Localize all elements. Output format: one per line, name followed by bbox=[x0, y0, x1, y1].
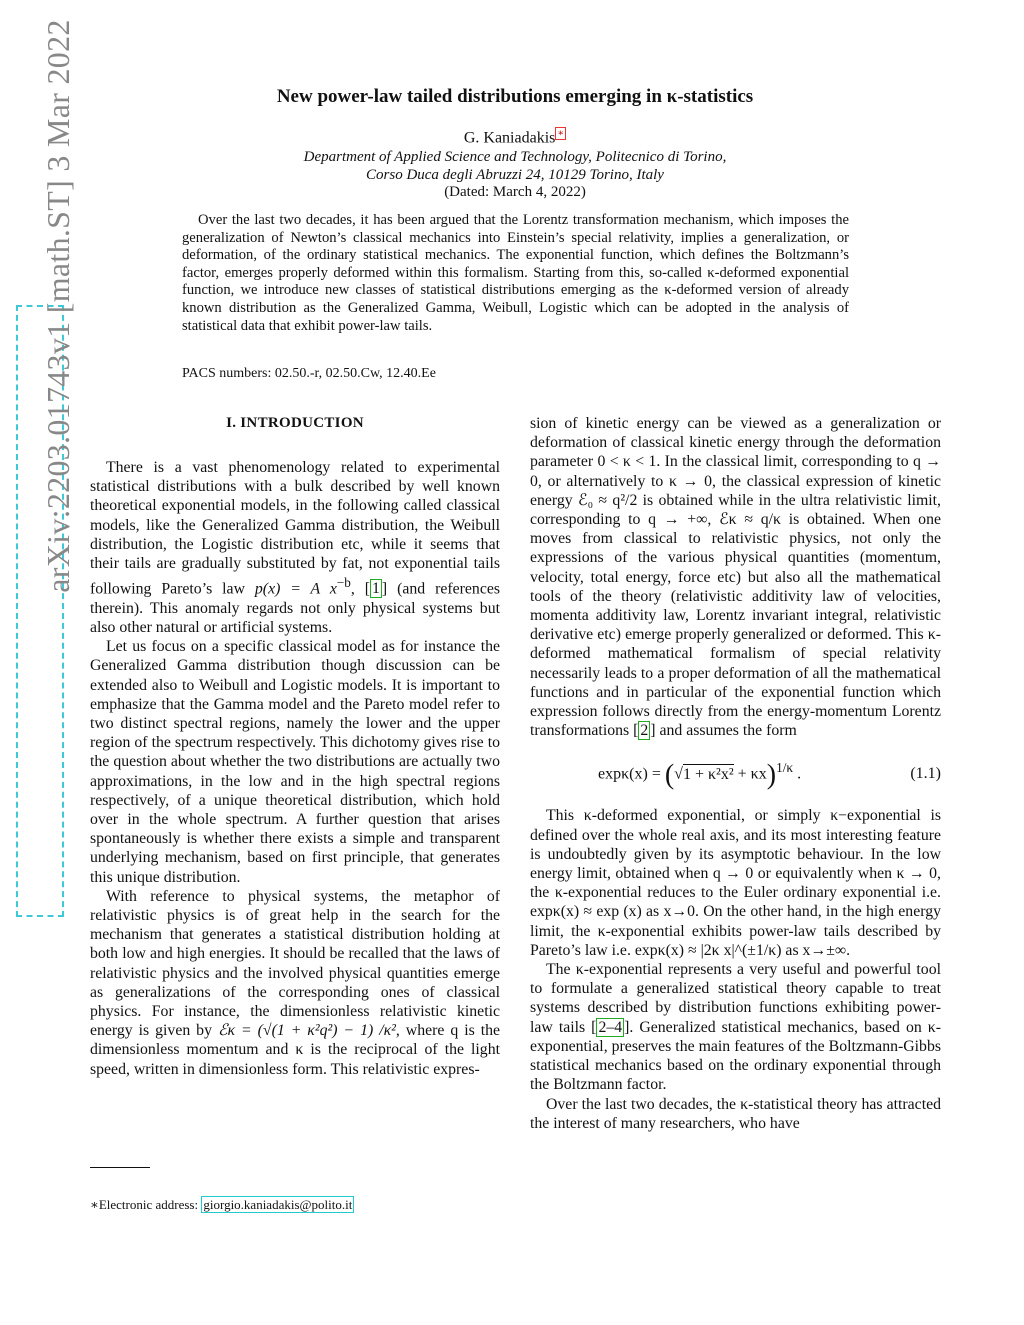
email-link[interactable]: giorgio.kaniadakis@polito.it bbox=[203, 1197, 353, 1212]
paper-title: New power-law tailed distributions emerging in κ-statistics bbox=[276, 86, 754, 107]
intro-paragraph-2: Let us focus on a specific classical model as for instance the Generalized Gamma distribution though discussion can be extended also to Weibull and Logistic models. It is important to emphasize that the Gamma model and the Pareto model refer to two distinct spectral regions, namely the lower and the upper region of the spectrum respectively. This dichotomy gives rise to the question about whether the two distributions are actually two approximations, in the low and in the high spectral regions respectively, of a unique theoretical distribution, which hold over in the whole spectrum. A further question that arises spontaneously is whether there exists a simple and transparent underlying mechanism, based on first principle, that generates this unique distribution. bbox=[90, 638, 500, 886]
author-footnote-link[interactable]: ∗ bbox=[557, 128, 565, 139]
abstract-text: Over the last two decades, it has been argued that the Lorentz transformation mechanism, which imposes the generalization of Newton’s classical mechanics into Einstein’s special relativity, implies a generalization, or deformation, of the ordinary statistical mechanics. The exponential function, which defines the Boltzmann’s factor, emerges properly deformed within this formalism. Starting from this, so-called κ-deformed exponential function, we introduce new classes of statistical distributions emerging as the κ-deformed version of already known distribution as the Generalized Gamma, Weibull, Logistic which can be adopted in the analysis of statistical data that exhibit power-law tails. bbox=[182, 212, 849, 334]
footnote: ∗Electronic address: giorgio.kaniadakis@polito.it bbox=[90, 1197, 353, 1212]
intro-paragraph-1: There is a vast phenomenology related to experimental statistical distributions with a bulk described by well known theoretical exponential models, in the following called classical models, like the Generalized Gamma distribution, the Weibull distribution, the Logistic distribution etc, while it seems that their tails are gradually substituted by fat, not exponential tails following Pareto’s law p(x) = A $x^{-b}$, [ 1 ] (and references therein). This anomaly regards not only physical systems but also other natural or artificial systems. bbox=[90, 459, 500, 636]
dated-line: (Dated: March 4, 2022) bbox=[444, 184, 586, 200]
kinetic-energy-formula: ℰκ = (√(1 + κ²q²) − 1) /κ² bbox=[217, 1022, 396, 1040]
author-name: G. Kaniadakis bbox=[463, 129, 556, 147]
affiliation-line-2: Corso Duca degli Abruzzi 24, 10129 Torino, Italy bbox=[366, 167, 664, 183]
citation-link[interactable]: 2–4 bbox=[598, 1018, 623, 1036]
footnote-rule bbox=[90, 1167, 150, 1168]
equation-number: (1.1) bbox=[910, 765, 941, 783]
arxiv-stamp[interactable]: arXiv:2203.01743v1 [math.ST] 3 Mar 2022 bbox=[40, 19, 76, 593]
intro-paragraph-3: With reference to physical systems, the metaphor of relativistic physics is of great help in the search for the mechanism that generates a statistical distribution holding at both low and high energies. It should be recalled that the laws of relativistic physics and the involved physical quantities emerge as generalizations of the corresponding ones of classical physics. For instance, the dimensionless relativistic kinetic energy is given by ℰκ = (√(1 + κ²q²) − 1) /κ², where q is the dimensionless momentum and κ is the reciprocal of the light speed, written in dimensionless form. This relativistic expres- bbox=[90, 887, 500, 1078]
equation-1-1 bbox=[530, 750, 941, 798]
intro-paragraph-3-continued: sion of kinetic energy can be viewed as a generalization or deformation of classical kinetic energy through the deformation parameter 0 < κ < 1. In the classical limit, corresponding to q → 0, or alternatively to κ → 0, the classical expression of kinetic energy ℰ₀ ≈ q²/2 is obtained while in the ultra relativistic limit, corresponding to q → +∞, ℰκ ≈ q/κ is obtained. When one moves from classical to relativistic physics, not only the expressions of the various physical quantities (momentum, velocity, total energy, force etc) but also all the mathematical tools of the theory (relativistic additivity law of velocities, momenta additivity law, Lorentz invariant integral, relativistic derivative etc) emerge properly generalized or deformed. This κ-deformed mathematical formalism of special relativity necessarily leads to a proper deformation of all the mathematical functions and in particular of the exponential function which expression follows directly from the energy-momentum Lorentz transformations [ 2 ] and assumes the form bbox=[530, 415, 941, 740]
affiliation-line-1: Department of Applied Science and Technology, Politecnico di Torino, bbox=[303, 149, 727, 165]
section-heading-introduction: I. INTRODUCTION bbox=[226, 415, 364, 431]
author-line bbox=[0, 128, 1024, 147]
right-column bbox=[530, 414, 941, 1133]
researchers-paragraph: Over the last two decades, the κ-statistical theory has attracted the interest of many researchers, who have bbox=[530, 1095, 941, 1132]
left-column bbox=[90, 458, 500, 1079]
citation-link[interactable]: 1 bbox=[372, 580, 380, 598]
kappa-exponential-formula: $\exp\kappa(x) = (√1 + \kappa^2x^2 + \kappa x)^{1/\kappa}$ . bbox=[598, 759, 802, 791]
generalized-statistics-paragraph: The κ-exponential represents a very useful and powerful tool to formulate a generalized statistical theory capable to treat systems described by distribution functions exhibiting power-law tails [ 2–4 ]. Generalized statistical mechanics, based on κ-exponential, preserves the main features of the Boltzmann-Gibbs statistical mechanics based on the ordinary exponential through the Boltzmann factor. bbox=[530, 961, 941, 1094]
kappa-exponential-paragraph: This κ-deformed exponential, or simply κ−exponential is defined over the whole real axis, and its most interesting feature is undoubtedly given by its asymptotic behaviour. In the low energy limit, obtained when q → 0 or equivalently when κ → 0, the κ-exponential reduces to the Euler ordinary exponential i.e. expκ(x) ≈ exp (x) as x→0. On the other hand, in the high energy limit, the κ-exponential exhibits power-law tails described by Pareto’s law i.e. expκ(x) ≈ |2κ x|^(±1/κ) as x→±∞. bbox=[530, 807, 941, 959]
abstract bbox=[182, 212, 849, 335]
pacs-numbers: PACS numbers: 02.50.-r, 02.50.Cw, 12.40.Ee bbox=[182, 366, 436, 381]
citation-link[interactable]: 2 bbox=[640, 722, 649, 740]
